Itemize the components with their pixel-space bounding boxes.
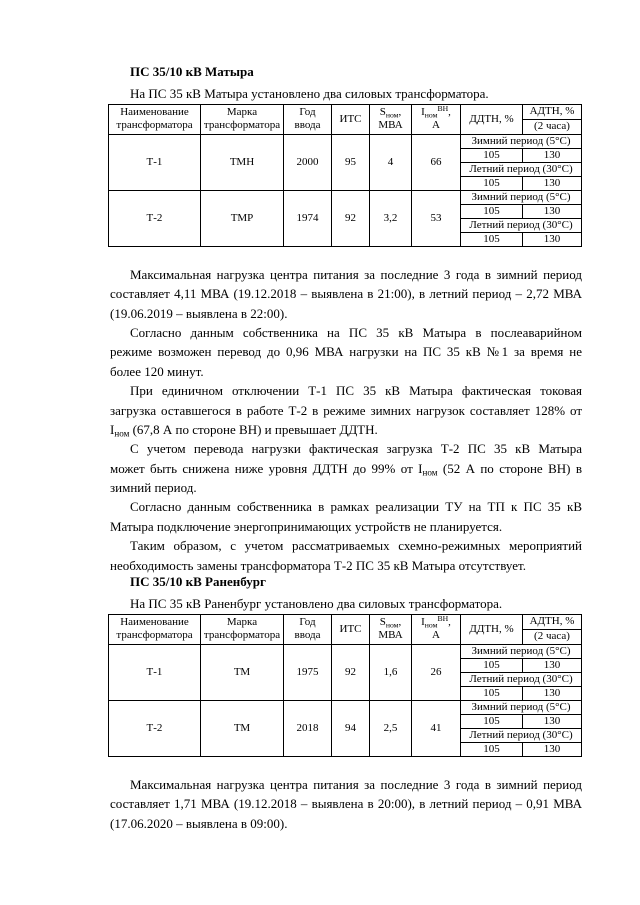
cell-its: 94 [332,701,370,757]
table-row [109,191,582,205]
cell-period-label: Летний период (30°С) [461,163,582,177]
cell-ddtn: 105 [461,715,523,729]
header-adtn-text: АДТН, % [529,105,575,118]
text-segment: Согласно данным собственника на ПС 35 кВ Матыра в послеаварийном [130,324,582,340]
cell-period-label: Летний период (30°С) [461,219,582,233]
body-paragraph [110,497,582,536]
paragraph-line [110,304,582,323]
text-segment: Согласно данным собственника в рамках реализации ТУ на ТП к ПС 35 кВ [130,499,582,515]
table-header-row [109,105,582,120]
text-segment: необходимость замены трансформатора Т-2 ПС 35 кВ Матыра отсутствует. [110,557,526,573]
cell-ddtn: 105 [461,177,523,191]
header-its [332,615,370,645]
header-i-nom-symbol-line [413,106,459,119]
s-comma: , [398,106,402,119]
cell-ddtn: 105 [461,687,523,701]
text-segment: Максимальная нагрузка центра питания за последние 3 года в зимний период [130,776,582,792]
text-segment: Максимальная нагрузка центра питания за последние 3 года в зимний период [130,266,582,282]
cell-adtn: 130 [523,659,582,673]
header-s-nom [370,615,412,645]
paragraph-line [110,284,582,303]
table-row [109,701,582,715]
cell-name: Т-2 [109,191,201,247]
header-i-nom [412,105,461,135]
body-paragraph [110,536,582,575]
cell-brand: ТМН [201,135,284,191]
table-row [109,135,582,149]
paragraph-line [110,439,582,458]
section-intro: На ПС 35 кВ Матыра установлено два силовых трансформатора. [130,86,489,102]
text-segment: (67,8 А по стороне ВН) и превышает ДДТН. [129,421,378,437]
text-segment: Матыра подключение энергопринимающих устройств не планируется. [110,518,503,534]
header-name-text: Наименование трансформатора [116,106,193,132]
cell-its: 95 [332,135,370,191]
section-body [110,775,582,833]
s-subscript: ном [385,110,399,120]
text-segment: более 120 минут. [110,363,204,379]
header-s-nom [370,105,412,135]
header-year [284,105,332,135]
table-row [109,645,582,659]
text-segment: может быть снижена ниже уровня ДДТН до 99% от I [110,460,423,476]
paragraph-line [110,775,582,794]
cell-s-nom: 4 [370,135,412,191]
cell-adtn: 130 [523,743,582,757]
text-segment: (52 А по стороне ВН) в [437,460,582,476]
cell-ddtn: 105 [461,205,523,219]
body-paragraph [110,439,582,497]
i-comma: , [448,106,451,119]
header-ddtn [461,105,523,135]
cell-period-label: Летний период (30°С) [461,673,582,687]
cell-year: 1974 [284,191,332,247]
i-unit: А [432,119,440,132]
transformer-table [108,614,582,757]
paragraph-line [110,323,582,342]
header-ddtn-text: ДДТН, % [469,112,514,125]
paragraph-line [110,401,582,420]
cell-adtn: 130 [523,715,582,729]
subscript-segment: ном [114,428,130,439]
cell-period-label: Летний период (30°С) [461,729,582,743]
cell-ddtn: 105 [461,659,523,673]
paragraph-line [110,794,582,813]
cell-adtn: 130 [523,177,582,191]
section-heading: ПС 35/10 кВ Раненбург [130,574,266,590]
header-adtn [523,105,582,120]
body-paragraph [110,265,582,323]
header-brand-text: Марка трансформатора [203,616,281,642]
i-subscript: ном [424,620,438,630]
header-adtn-note [523,630,582,645]
document-page [110,62,582,833]
s-comma: , [398,616,402,629]
text-segment: I [110,421,115,437]
header-name [109,615,201,645]
paragraph-line [110,814,582,833]
paragraph-line [110,362,582,381]
s-unit: МВА [378,119,403,132]
text-segment: При единичном отключении Т-1 ПС 35 кВ Матыра фактическая токовая [130,383,582,399]
cell-adtn: 130 [523,233,582,247]
table-header-row [109,615,582,630]
cell-year: 2000 [284,135,332,191]
paragraph-line [110,517,582,536]
header-adtn-note [523,120,582,135]
cell-i-nom: 26 [412,645,461,701]
header-brand [201,105,284,135]
body-paragraph [110,381,582,439]
section-body [110,265,582,575]
cell-period-label: Зимний период (5°С) [461,645,582,659]
cell-name: Т-1 [109,135,201,191]
cell-period-label: Зимний период (5°С) [461,135,582,149]
text-segment: С учетом перевода нагрузки фактическая загрузка Т-2 ПС 35 кВ Матыра [130,441,582,457]
s-subscript: ном [385,620,399,630]
text-segment: загрузка оставшегося в работе Т-2 в режиме зимних нагрузок составляет 128% от [110,402,582,418]
document-section [110,572,582,833]
header-i-nom-symbol-line [413,616,459,629]
text-segment: (17.06.2020 – выявлена в 09:00). [110,815,288,831]
cell-name: Т-1 [109,645,201,701]
header-name-text: Наименование трансформатора [116,616,193,642]
paragraph-line [110,497,582,516]
header-adtn-note-text: (2 часа) [534,630,570,643]
cell-i-nom: 66 [412,135,461,191]
cell-name: Т-2 [109,701,201,757]
s-symbol: S [379,616,386,629]
header-adtn-text: АДТН, % [529,615,575,628]
paragraph-line [110,265,582,284]
header-i-nom [412,615,461,645]
cell-year: 1975 [284,645,332,701]
i-superscript: ВН [437,614,449,624]
header-year-text: Год ввода [294,616,321,642]
header-year-text: Год ввода [294,106,321,132]
text-segment: режиме возможен перевод до 0,96 МВА нагрузки на ПС 35 кВ №1 за время не [110,344,582,360]
header-ddtn-text: ДДТН, % [469,622,514,635]
header-s-nom-symbol-line [371,616,410,629]
i-symbol: I [421,106,425,119]
cell-brand: ТМ [201,645,284,701]
document-section [110,62,582,575]
cell-adtn: 130 [523,205,582,219]
text-segment: (19.06.2019 – выявлена в 22:00). [110,305,288,321]
cell-year: 2018 [284,701,332,757]
header-ddtn [461,615,523,645]
header-brand [201,615,284,645]
section-heading: ПС 35/10 кВ Матыра [130,64,254,79]
cell-ddtn: 105 [461,743,523,757]
paragraph-line [110,342,582,361]
cell-period-label: Зимний период (5°С) [461,701,582,715]
cell-ddtn: 105 [461,233,523,247]
cell-brand: ТМР [201,191,284,247]
header-its-text: ИТС [339,112,362,125]
i-comma: , [448,616,451,629]
cell-brand: ТМ [201,701,284,757]
i-unit: А [432,629,440,642]
paragraph-line [110,420,582,439]
transformer-table [108,104,582,247]
cell-its: 92 [332,645,370,701]
cell-s-nom: 3,2 [370,191,412,247]
paragraph-line [110,381,582,400]
header-year [284,615,332,645]
body-paragraph [110,775,582,833]
subscript-segment: ном [422,467,438,478]
header-s-nom-symbol-line [371,106,410,119]
paragraph-line [110,536,582,555]
header-name [109,105,201,135]
text-segment: составляет 4,11 МВА (19.12.2018 – выявлена в 21:00), в летний период – 2,72 МВА [110,286,582,302]
text-segment: составляет 1,71 МВА (19.12.2018 – выявлена в 20:00), в летний период – 0,91 МВА [110,796,582,812]
body-paragraph [110,323,582,381]
header-adtn [523,615,582,630]
section-intro: На ПС 35 кВ Раненбург установлено два силовых трансформатора. [130,596,503,612]
i-symbol: I [421,616,425,629]
cell-s-nom: 2,5 [370,701,412,757]
cell-i-nom: 41 [412,701,461,757]
cell-its: 92 [332,191,370,247]
cell-s-nom: 1,6 [370,645,412,701]
i-superscript: ВН [437,104,449,114]
header-brand-text: Марка трансформатора [203,106,281,132]
cell-adtn: 130 [523,687,582,701]
text-segment: зимний период. [110,480,197,496]
s-unit: МВА [378,629,403,642]
cell-i-nom: 53 [412,191,461,247]
paragraph-line [110,459,582,478]
s-symbol: S [379,106,386,119]
header-its [332,105,370,135]
i-subscript: ном [424,110,438,120]
header-its-text: ИТС [339,622,362,635]
cell-ddtn: 105 [461,149,523,163]
text-segment: Таким образом, с учетом рассматриваемых схемно-режимных мероприятий [130,538,582,554]
cell-period-label: Зимний период (5°С) [461,191,582,205]
header-adtn-note-text: (2 часа) [534,120,570,133]
cell-adtn: 130 [523,149,582,163]
paragraph-line [110,478,582,497]
